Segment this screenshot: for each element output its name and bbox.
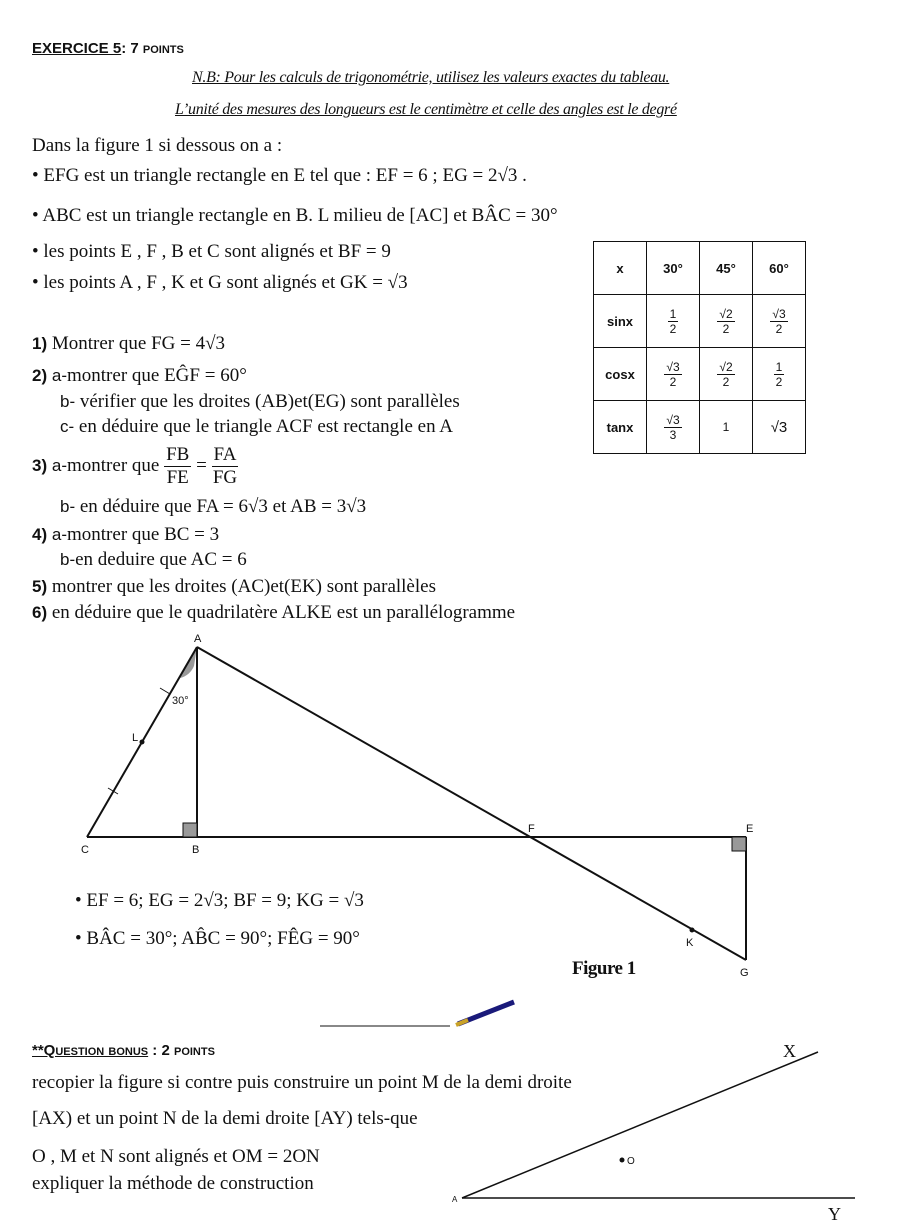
label-f: F: [528, 823, 535, 835]
bonus-line-4: expliquer la méthode de construction: [32, 1173, 314, 1194]
question-3b: b- en déduire que FA = 6√3 et AB = 3√3: [60, 496, 367, 517]
figure-bullet-2: • BÂC = 30°; AB̂C = 90°; FÊG = 90°: [75, 928, 360, 949]
note-1: N.B: Pour les calculs de trigonométrie, utilisez les valeurs exactes du tableau.: [192, 69, 670, 86]
question-2a: 2) a-montrer que EĜF = 60°: [32, 365, 247, 386]
question-6: 6) en déduire que le quadrilatère ALKE est un parallélogramme: [32, 602, 516, 623]
figure-caption: Figure 1: [572, 958, 636, 979]
label-angle: 30°: [172, 695, 189, 707]
given-4: • les points A , F , K et G sont alignés et GK = √3: [32, 272, 408, 293]
label-o: O: [627, 1156, 635, 1167]
label-g: G: [740, 967, 749, 979]
exercise-points: : 7 points: [121, 40, 184, 57]
trig-table: x 30° 45° 60° sinx $\frac{1}{2}$ $\frac{√2}{2}$ $\frac{√3}{2}$ cosx $\frac{√3}{2}$ $\frac{√2}{2}$ $\frac{1}{2}$ tanx $\frac{√3}{3}$ 1 √3: [593, 241, 806, 454]
question-3a: 3) a-montrer que $\frac{FB}{FE}$ = $\frac{FA}{FG}$: [32, 444, 238, 488]
given-2: • ABC est un triangle rectangle en B. L milieu de [AC] et BÂC = 30°: [32, 205, 558, 226]
bonus-line-2: [AX) et un point N de la demi droite [AY) tels-que: [32, 1108, 418, 1129]
bonus-line-1: recopier la figure si contre puis construire un point M de la demi droite: [32, 1072, 572, 1093]
label-x: X: [783, 1041, 796, 1061]
label-e: E: [746, 823, 754, 835]
label-bonus-a: A: [452, 1195, 458, 1204]
note-2: L’unité des mesures des longueurs est le centimètre et celle des angles est le degré: [175, 101, 677, 118]
bonus-header: **Question bonus : 2 points: [32, 1042, 215, 1059]
label-y: Y: [828, 1204, 841, 1222]
exercise-title: EXERCICE 5: [32, 40, 122, 57]
given-1: • EFG est un triangle rectangle en E tel que : EF = 6 ; EG = 2√3 .: [32, 165, 527, 186]
given-3: • les points E , F , B et C sont alignés et BF = 9: [32, 241, 391, 262]
figure-bullet-1: • EF = 6; EG = 2√3; BF = 9; KG = √3: [75, 890, 364, 911]
label-b: B: [192, 844, 200, 856]
question-2b: b- vérifier que les droites (AB)et(EG) sont parallèles: [60, 391, 460, 412]
question-5: 5) montrer que les droites (AC)et(EK) sont parallèles: [32, 576, 436, 597]
intro-text: Dans la figure 1 si dessous on a :: [32, 135, 283, 156]
pen-icon: [456, 1002, 514, 1025]
fraction-fa-fg: $\frac{FA}{FG}$: [212, 444, 238, 488]
fraction-fb-fe: $\frac{FB}{FE}$: [166, 444, 190, 488]
question-2c: c- en déduire que le triangle ACF est rectangle en A: [60, 416, 453, 437]
label-k: K: [686, 937, 694, 949]
question-1: 1) Montrer que FG = 4√3: [32, 333, 225, 354]
label-a: A: [194, 633, 202, 645]
label-l: L: [132, 732, 139, 744]
question-4a: 4) a-montrer que BC = 3: [32, 524, 220, 545]
bonus-line-3: O , M et N sont alignés et OM = 2ON: [32, 1146, 320, 1167]
question-4b: b-en deduire que AC = 6: [60, 549, 247, 570]
label-c: C: [81, 844, 89, 856]
